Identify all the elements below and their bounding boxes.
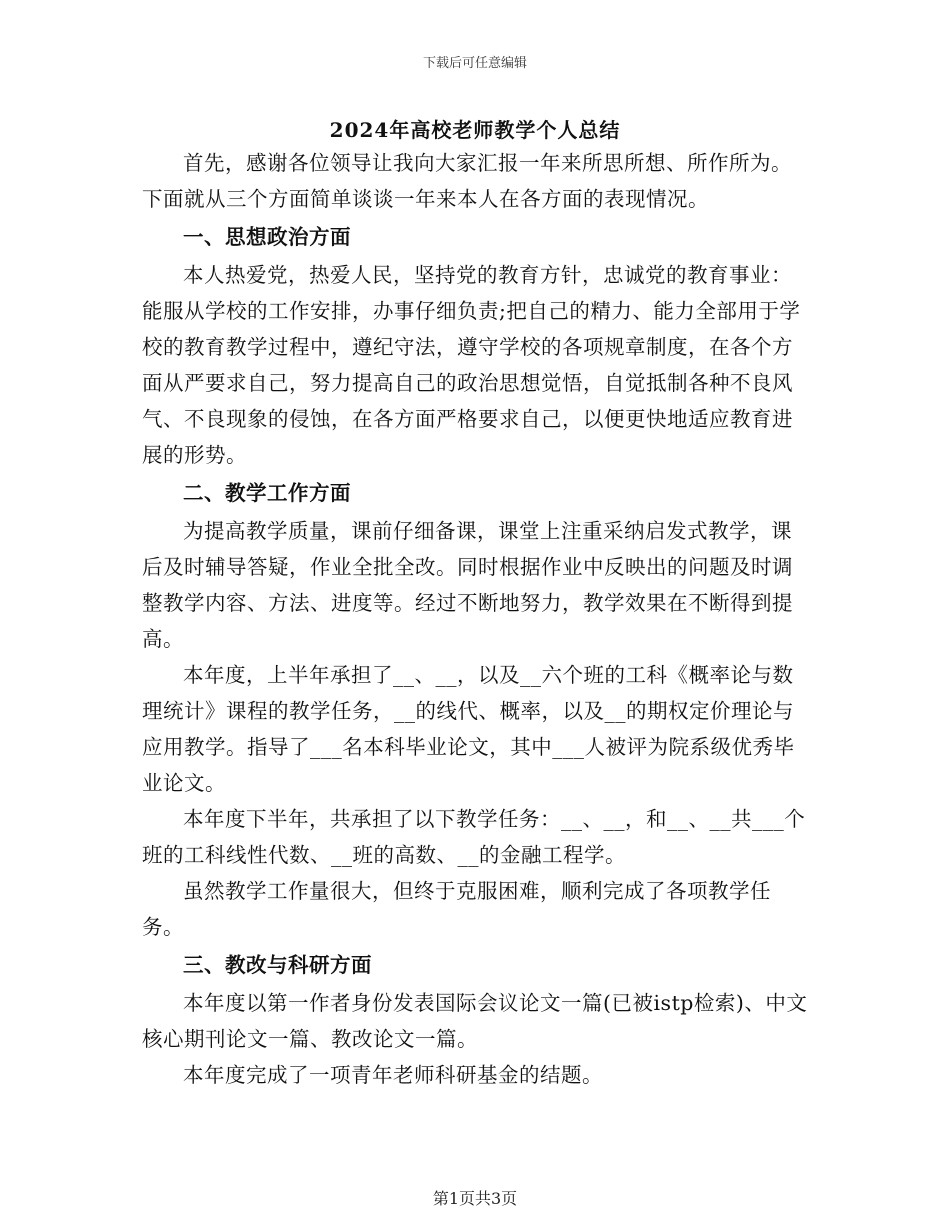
document-title: 2024年高校老师教学个人总结 bbox=[329, 118, 621, 142]
research-paragraph-2: 本年度完成了一项青年老师科研基金的结题。 bbox=[183, 1063, 603, 1087]
document-body bbox=[142, 145, 812, 1093]
politics-paragraph: 本人热爱党，热爱人民，坚持党的教育方针，忠诚党的教育事业：能服从学校的工作安排，办事仔细负责;把自己的精力、能力全部用于学校的教育教学过程中，遵纪守法，遵守学校的各项规章制度，在各个方面从严要求自己，努力提高自己的政治思想觉悟，自觉抵制各种不良风气、不良现象的侵蚀，在各方面严格要求自己，以便更快地适应教育进展的形势。 bbox=[142, 263, 801, 467]
section-heading-research: 三、教改与科研方面 bbox=[183, 953, 372, 977]
research-paragraph-1: 本年度以第一作者身份发表国际会议论文一篇(已被istp检索)、中文核心期刊论文一篇、教改论文一篇。 bbox=[142, 991, 808, 1051]
section-heading-teaching: 二、教学工作方面 bbox=[183, 481, 351, 505]
teaching-paragraph-3: 本年度下半年，共承担了以下教学任务：__、__，和__、__共___个班的工科线性代数、__班的高数、__的金融工程学。 bbox=[142, 807, 806, 867]
teaching-paragraph-1: 为提高教学质量，课前仔细备课，课堂上注重采纳启发式教学，课后及时辅导答疑，作业全批全改。同时根据作业中反映出的问题及时调整教学内容、方法、进度等。经过不断地努力，教学效果在不断得到提高。 bbox=[142, 519, 793, 651]
teaching-paragraph-4: 虽然教学工作量很大，但终于克服困难，顺利完成了各项教学任务。 bbox=[142, 879, 771, 939]
teaching-paragraph-2: 本年度，上半年承担了__、__，以及__六个班的工科《概率论与数理统计》课程的教学任务，__的线代、概率，以及__的期权定价理论与应用教学。指导了___名本科毕业论文，其中___人被评为院系级优秀毕业论文。 bbox=[142, 663, 795, 795]
page-number: 第1页共3页 bbox=[432, 1189, 518, 1208]
intro-paragraph: 首先，感谢各位领导让我向大家汇报一年来所思所想、所作所为。下面就从三个方面简单谈谈一年来本人在各方面的表现情况。 bbox=[142, 151, 792, 211]
section-heading-politics: 一、思想政治方面 bbox=[183, 225, 351, 249]
header-note: 下载后可任意编辑 bbox=[422, 56, 527, 71]
